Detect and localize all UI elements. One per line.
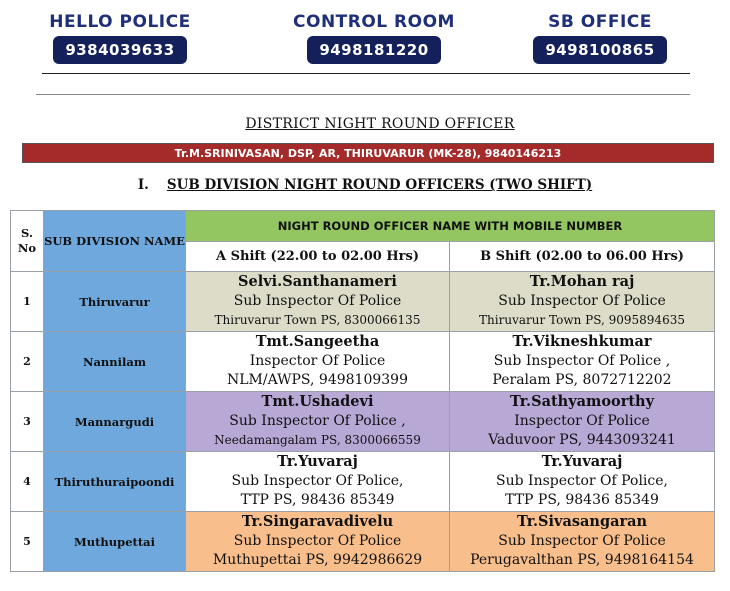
officer-name: Tmt.Sangeetha — [255, 333, 380, 351]
b-shift-officer — [450, 452, 715, 512]
officer-posting: Peralam PS, 8072712202 — [492, 372, 672, 389]
a-shift-officer — [186, 272, 450, 332]
header-b-shift: B Shift (02.00 to 06.00 Hrs) — [450, 242, 715, 272]
row-sub-division: Nannilam — [44, 332, 186, 392]
officer-rank: Inspector Of Police — [249, 352, 386, 369]
officer-name: Tr.Singaravadivelu — [241, 513, 394, 531]
contact-number[interactable]: 9498181220 — [307, 36, 440, 64]
officer-posting: TTP PS, 98436 85349 — [505, 492, 659, 509]
officer-name: Tr.Sathyamoorthy — [510, 393, 655, 411]
row-sno: 3 — [11, 392, 44, 452]
officer-rank: Sub Inspector Of Police — [498, 292, 666, 309]
officer-posting: TTP PS, 98436 85349 — [240, 492, 395, 509]
header-night-round-officer: NIGHT ROUND OFFICER NAME WITH MOBILE NUMBER — [186, 211, 715, 242]
row-sub-division: Mannargudi — [44, 392, 186, 452]
officer-posting: NLM/AWPS, 9498109399 — [226, 372, 408, 389]
officer-posting: Thiruvarur Town PS, 8300066135 — [214, 313, 421, 328]
officer-name: Tr.Vikneshkumar — [512, 333, 652, 351]
contact-hello-police — [40, 12, 200, 64]
row-sub-division: Thiruvarur — [44, 272, 186, 332]
officer-posting: Perugavalthan PS, 9498164154 — [470, 552, 694, 569]
table-row — [11, 332, 715, 392]
b-shift-officer — [450, 272, 715, 332]
night-round-table — [10, 210, 715, 572]
table-row — [11, 272, 715, 332]
divider-line — [42, 73, 690, 74]
a-shift-officer — [186, 392, 450, 452]
officer-rank: Sub Inspector Of Police , — [229, 412, 406, 429]
a-shift-officer — [186, 452, 450, 512]
a-shift-officer — [186, 512, 450, 572]
row-sno: 2 — [11, 332, 44, 392]
contact-label: HELLO POLICE — [49, 12, 191, 32]
officer-name: Tr.Sivasangaran — [516, 513, 648, 531]
officer-posting: Muthupettai PS, 9942986629 — [212, 552, 423, 569]
section-heading — [0, 177, 730, 193]
row-sno: 5 — [11, 512, 44, 572]
officer-rank: Sub Inspector Of Police , — [493, 352, 671, 369]
officer-name: Tr.Mohan raj — [529, 273, 635, 291]
section-title: SUB DIVISION NIGHT ROUND OFFICERS (TWO SHIFT) — [166, 177, 593, 193]
officer-posting: Needamangalam PS, 8300066559 — [214, 433, 421, 448]
officer-rank: Sub Inspector Of Police, — [496, 472, 668, 489]
contact-control-room — [284, 12, 464, 64]
contact-label: CONTROL ROOM — [293, 12, 455, 32]
b-shift-officer — [450, 332, 715, 392]
officer-rank: Inspector Of Police — [514, 412, 650, 429]
officer-rank: Sub Inspector Of Police — [233, 532, 402, 549]
officer-posting: Vaduvoor PS, 9443093241 — [488, 432, 676, 449]
row-sub-division: Muthupettai — [44, 512, 186, 572]
table-row — [11, 452, 715, 512]
officer-rank: Sub Inspector Of Police — [233, 292, 402, 309]
helpline-contacts — [0, 0, 730, 72]
officer-name: Tr.Yuvaraj — [541, 453, 623, 471]
contact-number[interactable]: 9384039633 — [53, 36, 186, 64]
contact-label: SB OFFICE — [548, 12, 652, 32]
table-row — [11, 392, 715, 452]
row-sub-division: Thiruthuraipoondi — [44, 452, 186, 512]
row-sno: 4 — [11, 452, 44, 512]
b-shift-officer — [450, 392, 715, 452]
b-shift-officer — [450, 512, 715, 572]
officer-posting: Thiruvarur Town PS, 9095894635 — [479, 313, 685, 328]
table-row — [11, 512, 715, 572]
header-sub-division: SUB DIVISION NAME — [44, 211, 186, 272]
a-shift-officer — [186, 332, 450, 392]
officer-name: Selvi.Santhanameri — [238, 273, 397, 291]
header-sno: S. No — [11, 211, 44, 272]
district-officer-bar: Tr.M.SRINIVASAN, DSP, AR, THIRUVARUR (MK-28), 9840146213 — [22, 143, 714, 163]
officer-rank: Sub Inspector Of Police, — [231, 472, 404, 489]
row-sno: 1 — [11, 272, 44, 332]
header-a-shift: A Shift (22.00 to 02.00 Hrs) — [186, 242, 450, 272]
officer-name: Tr.Yuvaraj — [277, 453, 358, 471]
contact-number[interactable]: 9498100865 — [533, 36, 666, 64]
divider-line — [36, 94, 690, 95]
officer-rank: Sub Inspector Of Police — [498, 532, 666, 549]
district-title: DISTRICT NIGHT ROUND OFFICER — [245, 116, 515, 132]
header-row — [11, 211, 715, 242]
section-number: I. — [137, 177, 149, 193]
officer-name: Tmt.Ushadevi — [261, 393, 374, 411]
contact-sb-office — [520, 12, 680, 64]
